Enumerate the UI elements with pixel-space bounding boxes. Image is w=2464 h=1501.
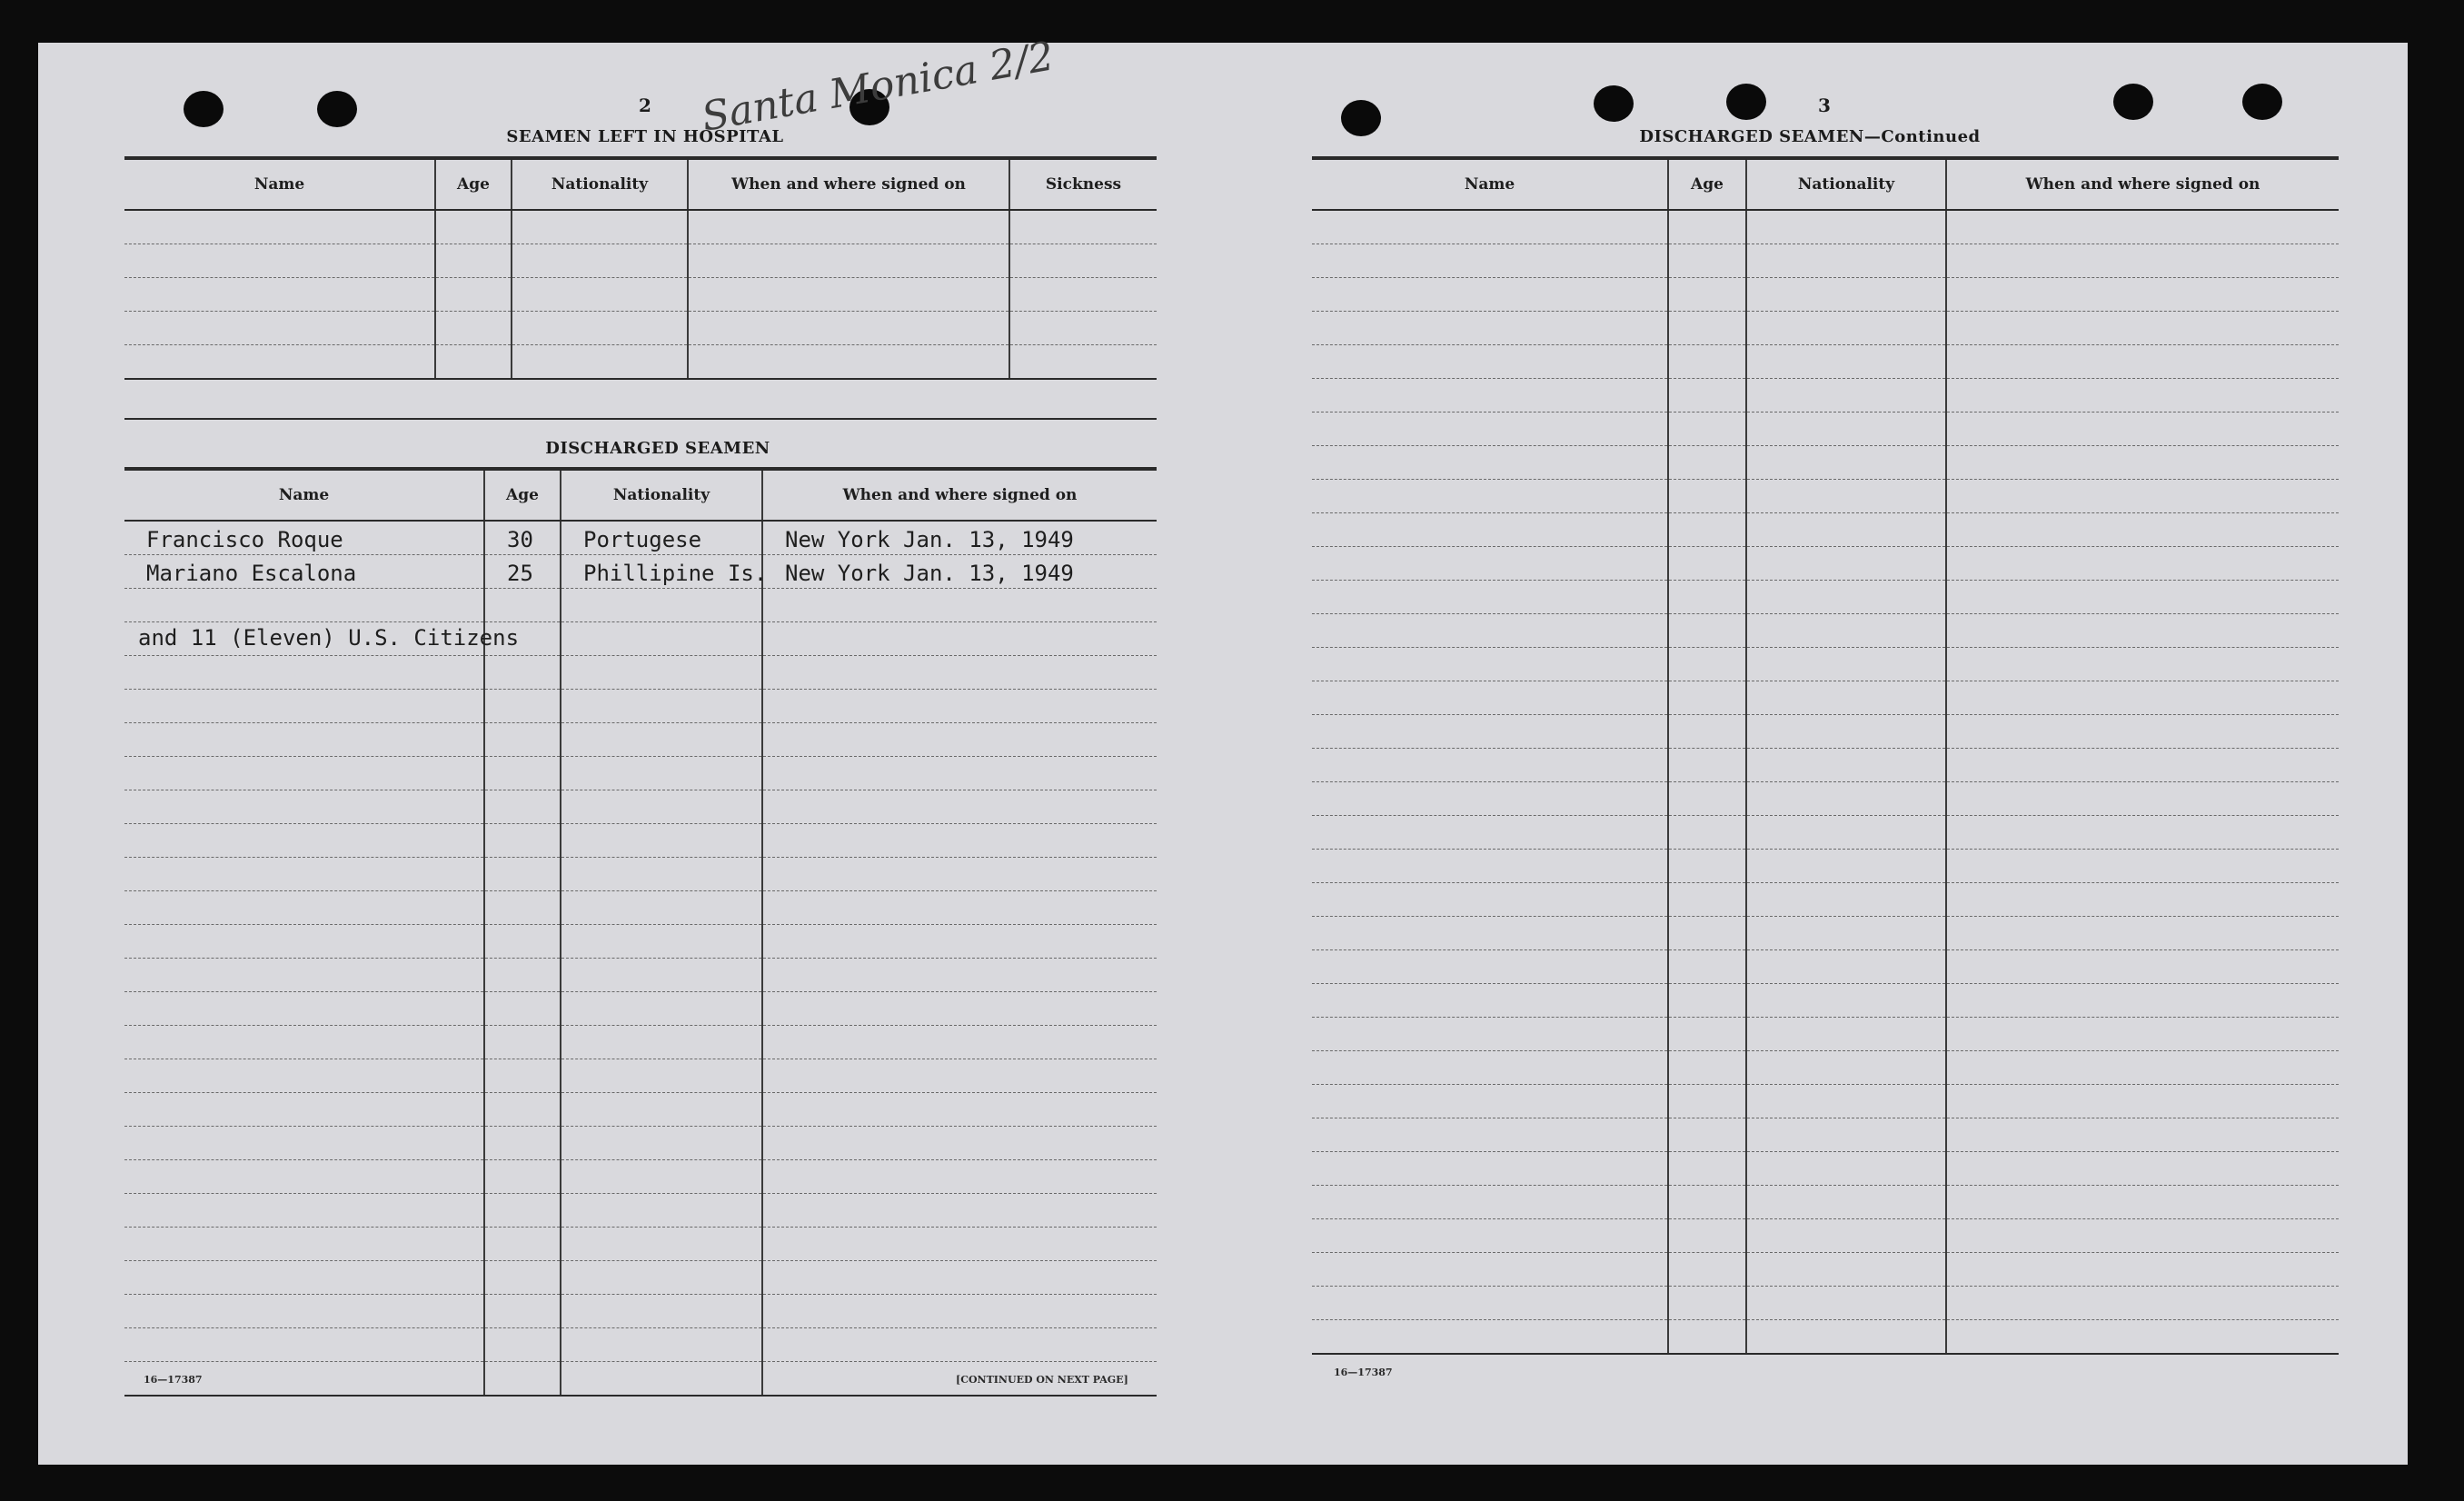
form-number-right: 16—17387 [1334, 1367, 1393, 1378]
table-row [124, 1127, 1157, 1160]
table-row [1312, 1152, 2339, 1186]
table-row [1312, 850, 2339, 883]
punch-hole [1341, 100, 1381, 136]
table-row [1312, 749, 2339, 782]
table-row [124, 824, 1157, 858]
table-row [124, 723, 1157, 757]
table-row [1312, 1320, 2339, 1355]
col-header-name: Name [1312, 158, 1668, 210]
table-row [1312, 715, 2339, 749]
table-row [124, 992, 1157, 1026]
section-divider [124, 418, 1157, 420]
table-row [1312, 1118, 2339, 1152]
hospital-table [124, 156, 1157, 380]
table-row [1312, 1219, 2339, 1253]
col-header-signed-on: When and where signed on [688, 158, 1009, 210]
table-row [124, 1261, 1157, 1295]
table-row [124, 1160, 1157, 1194]
col-header-name: Name [124, 158, 435, 210]
col-header-name: Name [124, 469, 484, 521]
col-header-age: Age [484, 469, 561, 521]
form-number-left: 16—17387 [144, 1374, 203, 1386]
table-row [124, 589, 1157, 622]
table-row [124, 858, 1157, 891]
table-row [124, 1093, 1157, 1127]
table-row [124, 1228, 1157, 1261]
seaman-nationality: Phillipine Is. [583, 561, 768, 586]
table-row [124, 925, 1157, 959]
punch-hole [2113, 84, 2153, 120]
table-row [124, 656, 1157, 690]
table-row [1312, 244, 2339, 278]
citizens-note: and 11 (Eleven) U.S. Citizens [138, 625, 520, 651]
seaman-age: 30 [507, 527, 533, 552]
table-row [124, 1328, 1157, 1362]
table-row [1312, 681, 2339, 715]
table-row [1312, 917, 2339, 950]
page-number-left: 2 [639, 94, 651, 116]
table-row [1312, 513, 2339, 547]
seaman-name: Mariano Escalona [146, 561, 357, 586]
table-row [1312, 1051, 2339, 1085]
table-row [1312, 278, 2339, 312]
table-row [124, 959, 1157, 992]
table-row [1312, 210, 2339, 244]
table-row [1312, 446, 2339, 480]
table-row [1312, 1253, 2339, 1287]
table-row [1312, 816, 2339, 850]
hospital-section-title: SEAMEN LEFT IN HOSPITAL [506, 127, 784, 146]
col-header-age: Age [435, 158, 512, 210]
handwritten-note: Santa Monica 2/2 [698, 33, 1058, 141]
punch-hole [184, 91, 224, 127]
seaman-signed-on: New York Jan. 13, 1949 [785, 561, 1074, 586]
table-row [1312, 581, 2339, 614]
table-row [1312, 1186, 2339, 1219]
table-row [1312, 648, 2339, 681]
table-row [1312, 883, 2339, 917]
seaman-name: Francisco Roque [146, 527, 343, 552]
col-header-signed-on: When and where signed on [1946, 158, 2339, 210]
page-number-right: 3 [1818, 94, 1831, 116]
table-row [124, 210, 1157, 244]
table-row [124, 690, 1157, 723]
col-header-age: Age [1668, 158, 1746, 210]
discharged-continued-table [1312, 156, 2339, 1355]
table-row [1312, 1085, 2339, 1118]
table-row [124, 244, 1157, 278]
seaman-signed-on: New York Jan. 13, 1949 [785, 527, 1074, 552]
table-row [124, 312, 1157, 345]
discharged-continued-title: DISCHARGED SEAMEN—Continued [1639, 127, 1981, 146]
punch-hole [1726, 84, 1766, 120]
table-row [124, 278, 1157, 312]
table-row [124, 790, 1157, 824]
table-row [124, 555, 1157, 589]
table-row [1312, 614, 2339, 648]
table-row [1312, 413, 2339, 446]
discharged-section-title: DISCHARGED SEAMEN [545, 439, 770, 458]
table-row [124, 757, 1157, 790]
continued-note: [CONTINUED ON NEXT PAGE] [956, 1374, 1128, 1386]
table-row [1312, 345, 2339, 379]
punch-hole [317, 91, 357, 127]
punch-hole [1594, 85, 1634, 122]
table-row [1312, 312, 2339, 345]
table-row [124, 1026, 1157, 1059]
table-row [1312, 547, 2339, 581]
table-row [1312, 1018, 2339, 1051]
table-row [1312, 950, 2339, 984]
punch-hole [2242, 84, 2282, 120]
table-row [1312, 379, 2339, 413]
table-row [124, 1194, 1157, 1228]
seaman-nationality: Portugese [583, 527, 702, 552]
table-row [124, 1295, 1157, 1328]
seaman-age: 25 [507, 561, 533, 586]
table-row [124, 521, 1157, 555]
col-header-nationality: Nationality [561, 469, 762, 521]
table-row [1312, 1287, 2339, 1320]
col-header-nationality: Nationality [1746, 158, 1946, 210]
table-row [1312, 984, 2339, 1018]
table-row [124, 891, 1157, 925]
table-row [1312, 782, 2339, 816]
table-row [124, 1059, 1157, 1093]
col-header-sickness: Sickness [1009, 158, 1157, 210]
col-header-signed-on: When and where signed on [762, 469, 1157, 521]
table-row [124, 345, 1157, 380]
discharged-table [124, 467, 1157, 1397]
table-row [1312, 480, 2339, 513]
col-header-nationality: Nationality [512, 158, 688, 210]
